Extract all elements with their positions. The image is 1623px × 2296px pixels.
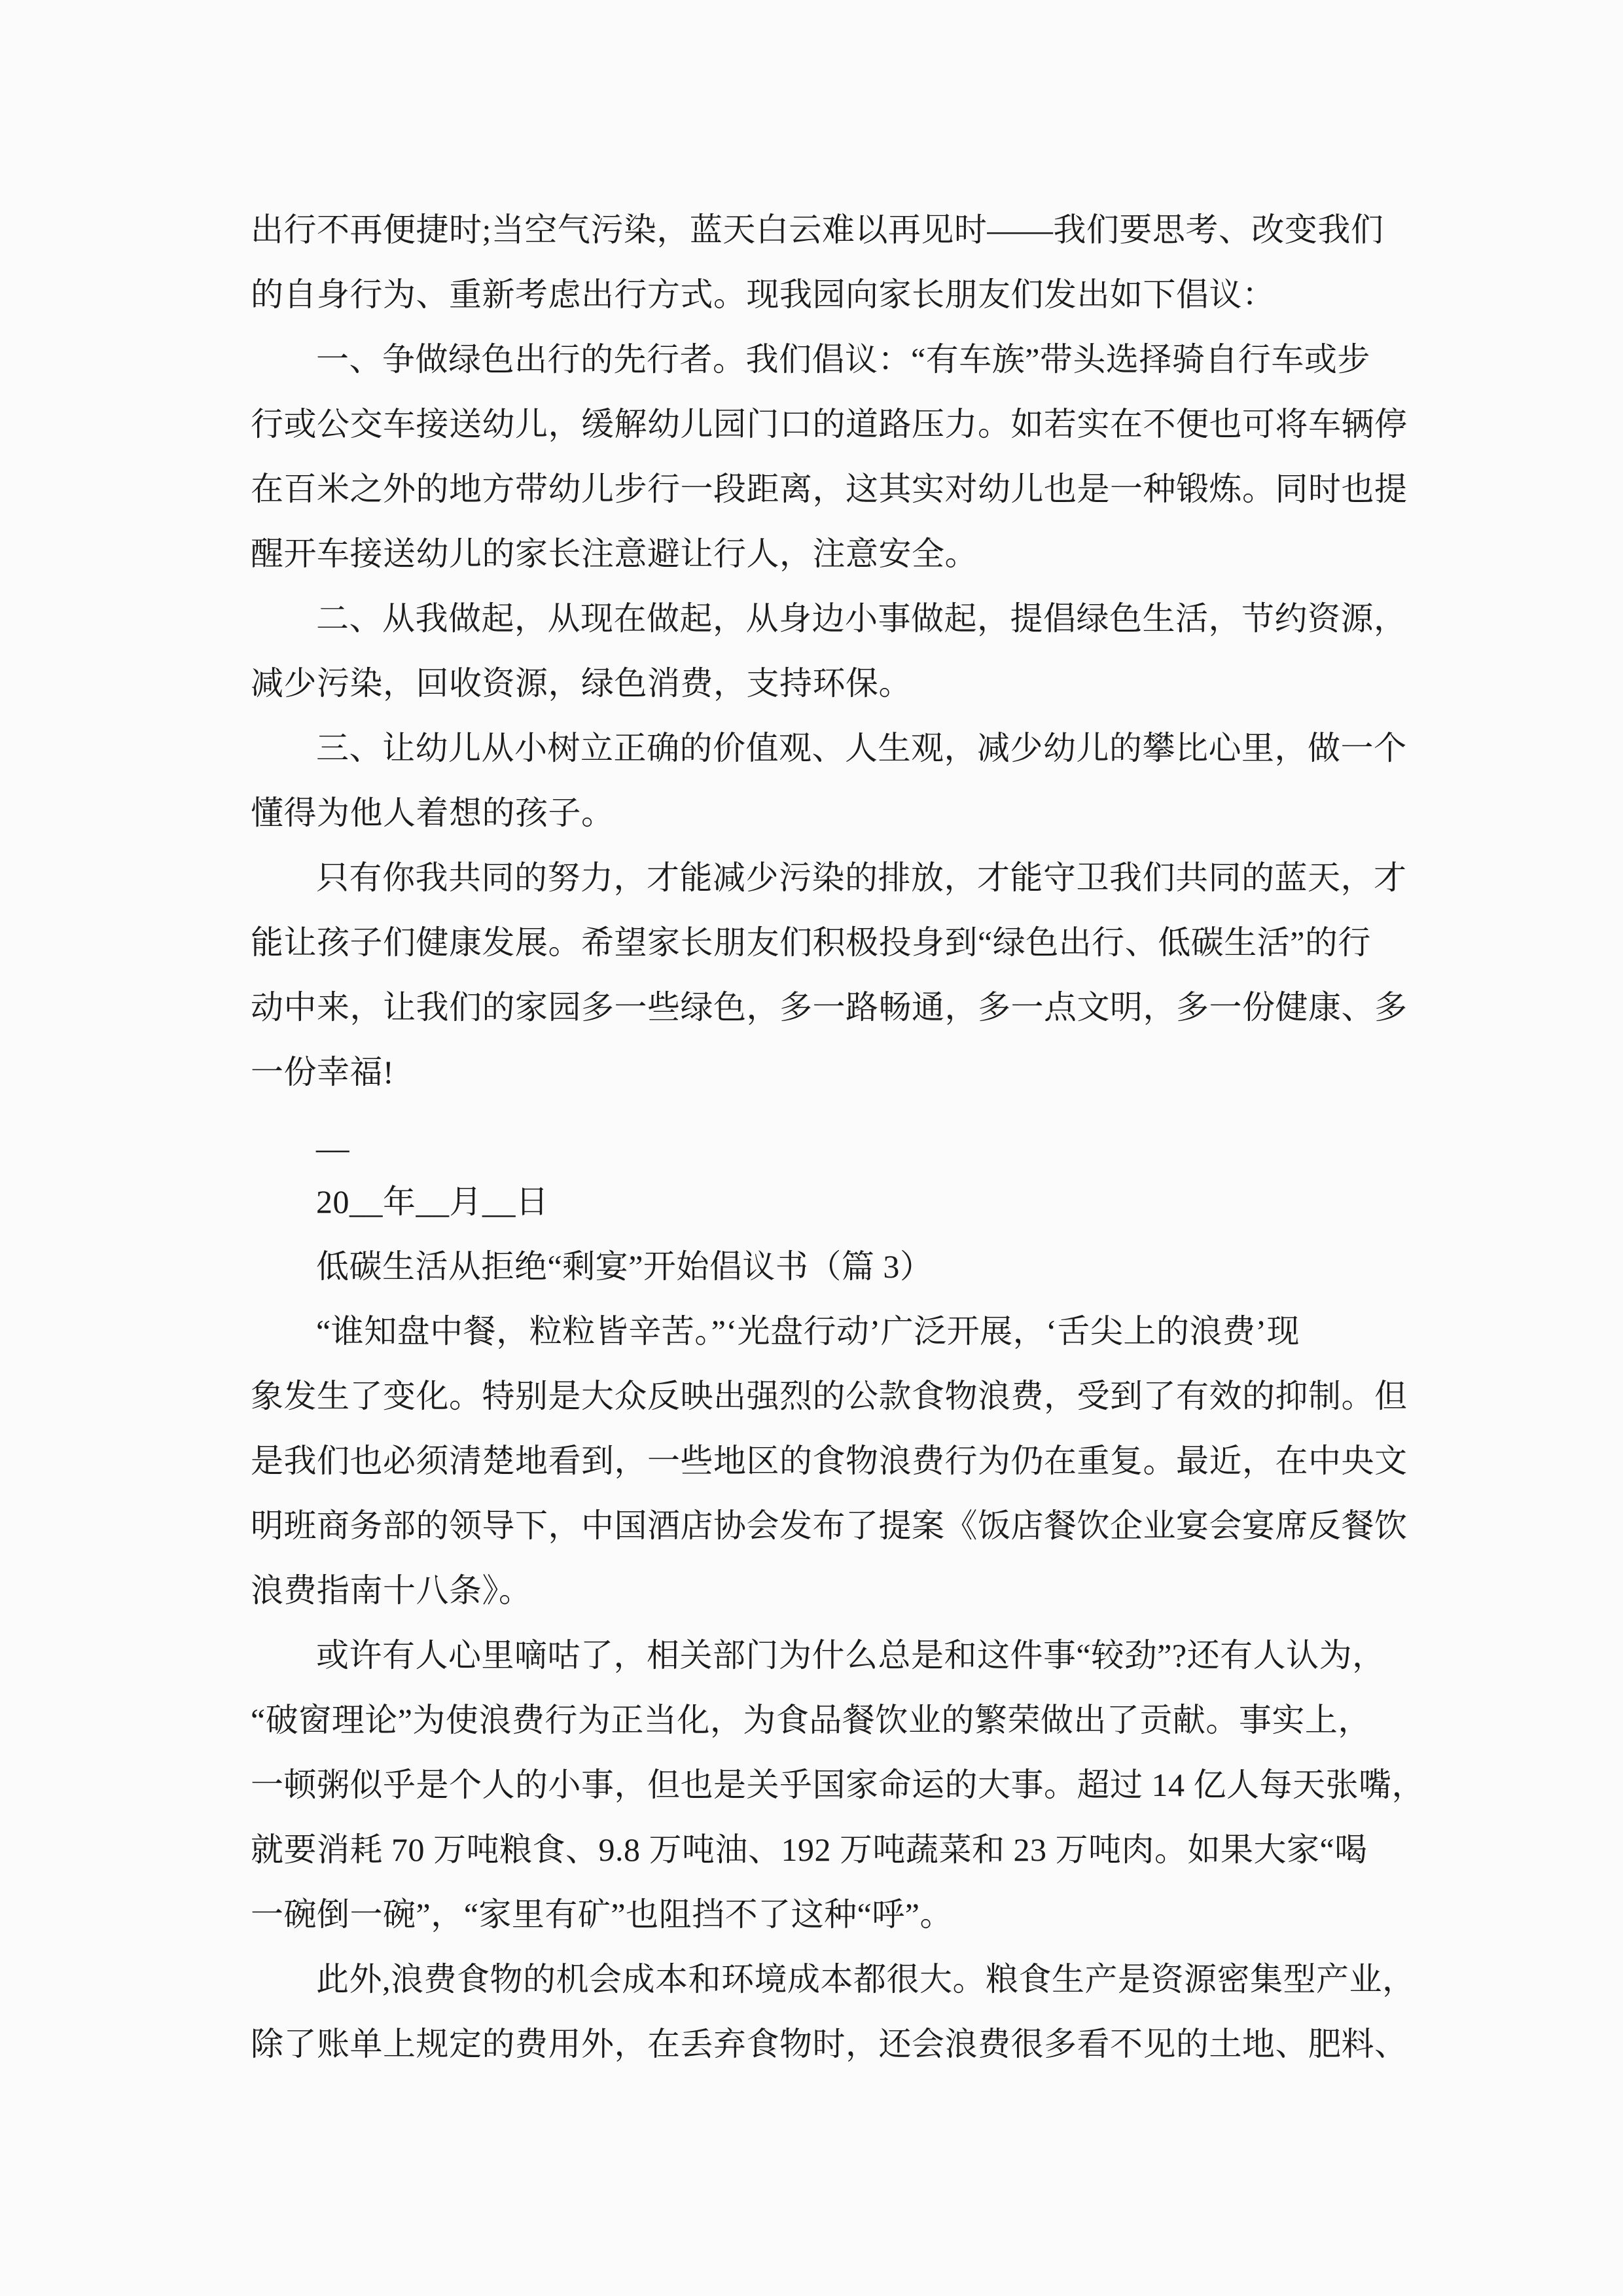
text-line: 行或公交车接送幼儿，缓解幼儿园门口的道路压力。如若实在不便也可将车辆停 bbox=[251, 406, 1408, 442]
text-line: 是我们也必须清楚地看到，一些地区的食物浪费行为仍在重复。最近，在中央文 bbox=[251, 1443, 1408, 1479]
text-line: “破窗理论”为使浪费行为正当化，为食品餐饮业的繁荣做出了贡献。事实上， bbox=[251, 1702, 1371, 1738]
document-text-block bbox=[251, 198, 1425, 2077]
text-line: 除了账单上规定的费用外，在丢弃食物时，还会浪费很多看不见的土地、肥料、 bbox=[251, 2026, 1408, 2062]
text-line: 一、争做绿色出行的先行者。我们倡议：“有车族”带头选择骑自行车或步 bbox=[316, 341, 1370, 378]
text-line: 的自身行为、重新考虑出行方式。现我园向家长朋友们发出如下倡议： bbox=[251, 276, 1275, 313]
text-line: 此外,浪费食物的机会成本和环境成本都很大。粮食生产是资源密集型产业， bbox=[316, 1961, 1416, 1998]
section-title: 低碳生活从拒绝“剩宴”开始倡议书（篇 3） bbox=[316, 1248, 933, 1285]
text-line: 一顿粥似乎是个人的小事，但也是关乎国家命运的大事。超过 14 亿人每天张嘴， bbox=[251, 1767, 1425, 1803]
text-line: 一碗倒一碗”，“家里有矿”也阻挡不了这种“呼”。 bbox=[251, 1896, 953, 1933]
text-line: 一份幸福! bbox=[251, 1054, 395, 1090]
text-line: 或许有人心里嘀咕了，相关部门为什么总是和这件事“较劲”?还有人认为， bbox=[316, 1637, 1385, 1674]
text-line: 浪费指南十八条》。 bbox=[251, 1572, 532, 1609]
text-line: 懂得为他人着想的孩子。 bbox=[251, 795, 615, 831]
text-line: 三、让幼儿从小树立正确的价值观、人生观，减少幼儿的攀比心里，做一个 bbox=[316, 730, 1407, 766]
text-line: 能让孩子们健康发展。希望家长朋友们积极投身到“绿色出行、低碳生活”的行 bbox=[251, 924, 1371, 961]
text-line: 在百米之外的地方带幼儿步行一段距离，这其实对幼儿也是一种锻炼。同时也提 bbox=[251, 471, 1408, 507]
text-line: 二、从我做起，从现在做起，从身边小事做起，提倡绿色生活，节约资源， bbox=[316, 600, 1407, 637]
date-line: 20__年__月__日 bbox=[316, 1183, 549, 1220]
text-line: 出行不再便捷时;当空气污染，蓝天白云难以再见时——我们要思考、改变我们 bbox=[251, 211, 1384, 248]
text-line: 就要消耗 70 万吨粮食、9.8 万吨油、192 万吨蔬菜和 23 万吨肉。如果大家“喝 bbox=[251, 1831, 1368, 1868]
text-line: 明班商务部的领导下，中国酒店协会发布了提案《饭店餐饮企业宴会宴席反餐饮 bbox=[251, 1507, 1408, 1544]
text-line: 醒开车接送幼儿的家长注意避让行人，注意安全。 bbox=[251, 535, 978, 572]
signature-blank-line: __ bbox=[316, 1119, 349, 1155]
text-line: 动中来，让我们的家园多一些绿色，多一路畅通，多一点文明，多一份健康、多 bbox=[251, 989, 1408, 1026]
text-line: 象发生了变化。特别是大众反映出强烈的公款食物浪费，受到了有效的抑制。但 bbox=[251, 1378, 1408, 1414]
text-line: “谁知盘中餐，粒粒皆辛苦。”‘光盘行动’广泛开展，‘舌尖上的浪费’现 bbox=[316, 1313, 1300, 1350]
text-line: 减少污染，回收资源，绿色消费，支持环保。 bbox=[251, 665, 912, 702]
text-line: 只有你我共同的努力，才能减少污染的排放，才能守卫我们共同的蓝天，才 bbox=[316, 859, 1407, 896]
